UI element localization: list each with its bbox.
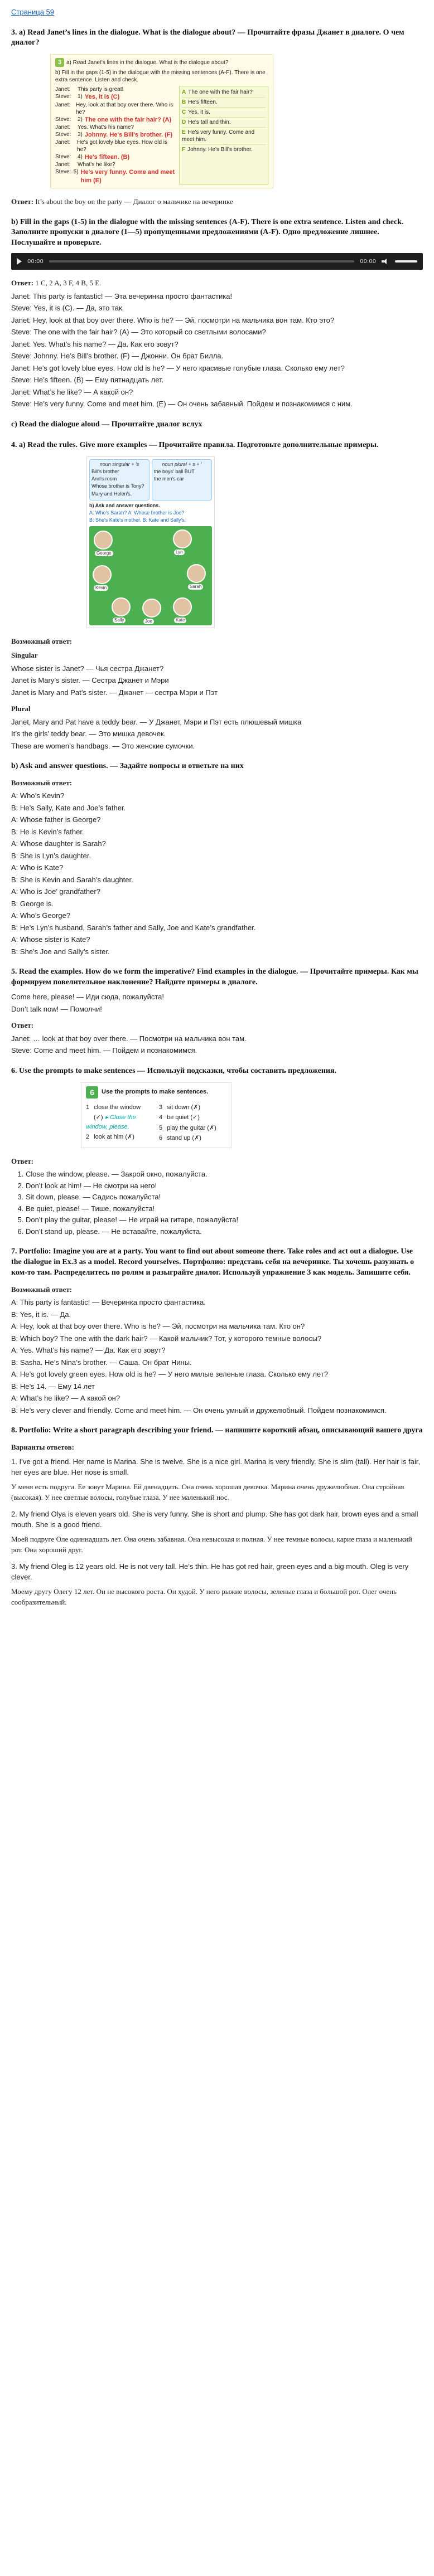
person-name-tag: George [95, 551, 113, 556]
section-3a-heading: 3. a) Read Janet’s lines in the dialogue. What is the dialogue about? — Прочитайте фразы Джанет в диалоге. О чем диалог? [11, 28, 404, 47]
section-4b-heading: b) Ask and answer questions. — Задайте вопросы и ответьте на них [11, 762, 244, 771]
rule-example: Mary and Helen's. [91, 490, 132, 497]
person-name-tag: Joe [143, 619, 154, 624]
prompt-item [86, 1103, 153, 1112]
answer-item: 2. Don’t look at him! — Не смотри на него! [26, 1180, 423, 1192]
person-photo [94, 531, 113, 550]
option-text: He's tall and thin. [188, 119, 231, 126]
prompt-text: close the window [94, 1104, 141, 1111]
dialogue-line: Steve: He’s very funny. Come and meet him. (E) — Он очень забавный. Пойдем и познакомимся с ним. [11, 400, 353, 409]
section-3c-heading: c) Read the dialogue aloud — Прочитайте диалог вслух [11, 420, 202, 429]
prompt-text: be quiet (✓) [167, 1114, 200, 1121]
dialogue-line: A: This party is fantastic! — Вечеринка просто фантастика. [11, 1298, 206, 1307]
qa-line: B: She is Kevin and Sarah’s daughter. [11, 875, 133, 884]
prompt-item [86, 1133, 153, 1142]
option-item [182, 108, 266, 118]
answer-label: Ответ: [11, 1156, 34, 1165]
answer-item: 6. Don’t stand up, please. — Не вставайте, пожалуйста. [26, 1226, 423, 1237]
dialog-text: 5) [73, 169, 79, 176]
example-line: Janet is Mary and Pat’s sister. — Джанет — сестра Мэри и Пэт [11, 688, 218, 697]
section-5-heading: 5. Read the examples. How do we form the imperative? Find examples in the dialogue. — Прочитайте примеры. Как мы формируем повелительное наклонение? Найдите примеры в диалоге. [11, 968, 418, 987]
speaker: Janet: [55, 124, 71, 130]
dialog-text: Yes. What's his name? [78, 124, 134, 130]
volume-slider[interactable] [395, 260, 417, 263]
section-8-heading: 8. Portfolio: Write a short paragraph describing your friend. — напишите короткий абзац, описывающий вашего друга [11, 1426, 423, 1435]
option-item [182, 128, 266, 145]
answer-item: 5. Don’t play the guitar, please! — Не играй на гитаре, пожалуйста! [26, 1214, 423, 1226]
option-text: He's fifteen. [188, 99, 218, 106]
prompt-text: play the guitar (✗) [167, 1124, 216, 1131]
answer-label: Ответ: [11, 1021, 34, 1030]
family-photo [89, 526, 212, 625]
example-line: Come here, please! — Иди сюда, пожалуйста! [11, 993, 165, 1002]
book-panel [50, 54, 273, 188]
speaker: Janet: [55, 86, 71, 93]
option-item [182, 118, 266, 128]
section-7-heading: 7. Portfolio: Imagine you are at a party. You want to find out about someone there. Take roles and act out a dialogue. Use the dialogue in Ex.3 as a model. Record yourselves. Портфолио: представь себя на вечеринке. Ты хочешь разузнать о ком-то там. Распределитесь по ролям и разыграйте диалог. Используй упражнение 3 как модель. Запишите себя. [11, 1247, 414, 1277]
filled-answer: He's very funny. Come and meet him (E) [80, 169, 175, 184]
rule-example: the boys' ball BUT [154, 468, 195, 474]
option-item [182, 98, 266, 108]
rule-example: the men's car [154, 476, 184, 482]
variant-en: 1. I’ve got a friend. Her name is Marina. She is twelve. She is a nice girl. Marina is very friendly. She is slim (tall). Her hair is fair, her eyes are blue. Her nose is small. [11, 1457, 421, 1477]
prompt-text: (✓) [94, 1114, 103, 1121]
person-name-tag: Sally [113, 618, 126, 623]
ask-example: B: She's Kate's mother. B: Kate and Sally's. [89, 517, 186, 523]
rule-example: Bill's brother [91, 468, 119, 474]
option-text: Johnny. He's Bill's brother. [187, 147, 253, 153]
person-name-tag: Lyn [174, 550, 185, 555]
prompt-hint: ▸ Close the window, please. [86, 1114, 136, 1130]
qa-line: A: Whose father is George? [11, 815, 101, 824]
example-line: Janet is Mary’s sister. — Сестра Джанет и Мэри [11, 676, 169, 685]
dialog-row [55, 161, 176, 168]
dialogue-line: Steve: Yes, it is (C). — Да, это так. [11, 304, 124, 313]
answer-text: It’s about the boy on the party — Диалог о мальчике на вечеринке [33, 197, 233, 206]
ask-title: b) Ask and answer questions. [89, 502, 160, 508]
answer-label: Возможный ответ: [11, 778, 73, 787]
prompt-item [159, 1113, 226, 1122]
dialogue-line: Steve: Johnny. He’s Bill’s brother. (F) — Джонни. Он брат Билла. [11, 352, 224, 361]
answer-line: Steve: Come and meet him. — Пойдем и познакомимся. [11, 1046, 197, 1055]
dialog-text: 1) [78, 94, 83, 100]
dialogue-line: B: He’s very clever and friendly. Come and meet him. — Он очень умный и дружелюбный. Пойдем познакомимся. [11, 1406, 387, 1415]
dialogue-line: Janet: Hey, look at that boy over there. Who is he? — Эй, посмотри на мальчика вон там. Кто это? [11, 315, 335, 324]
singular-label: Singular [11, 651, 38, 660]
filled-answer: Yes, it is (C) [84, 94, 120, 101]
page-link[interactable]: Страница 59 [11, 8, 54, 16]
prompt-item [159, 1103, 226, 1112]
person-photo [93, 565, 112, 584]
audio-time-end: 00:00 [360, 258, 376, 265]
prompt-number: 3 [159, 1104, 163, 1111]
dialog-text: What's he like? [78, 162, 115, 168]
option-letter: C [182, 109, 186, 116]
speaker: Janet: [55, 139, 71, 146]
answer-label: Возможный ответ: [11, 1285, 73, 1294]
ask-example: A: Who's Sarah? A: Whose brother is Joe? [89, 510, 185, 516]
dialogue-line: B: Which boy? The one with the dark hair? — Какой мальчик? Тот, у которого темные волосы? [11, 1334, 322, 1343]
speaker: Steve: [55, 131, 71, 138]
dialogue-line: A: He’s got lovely green eyes. How old is he? — У него милые зеленые глаза. Сколько ему лет? [11, 1370, 328, 1379]
dialogue-line: Janet: Yes. What’s his name? — Да. Как его зовут? [11, 339, 179, 348]
dialogue-line: B: Yes, it is. — Да. [11, 1310, 71, 1319]
prompt-number: 6 [159, 1135, 163, 1142]
option-item [182, 88, 266, 98]
grammar-figure [11, 456, 423, 628]
qa-line: B: He’s Sally, Kate and Joe’s father. [11, 803, 126, 812]
dialogue-line: B: He’s 14. — Ему 14 лет [11, 1382, 95, 1391]
prompt-number: 4 [159, 1114, 163, 1121]
speaker: Janet: [55, 101, 71, 108]
option-text: Yes, it is. [188, 109, 210, 116]
audio-time-start: 00:00 [27, 258, 44, 265]
dialogue-line: A: Hey, look at that boy over there. Who is he? — Эй, посмотри на мальчика там. Кто он? [11, 1322, 305, 1331]
section-6-heading: 6. Use the prompts to make sentences — Используй подсказки, чтобы составить предложения. [11, 1066, 337, 1075]
example-line: Whose sister is Janet? — Чья сестра Джанет? [11, 664, 164, 673]
dialogue-line: Janet: He’s got lovely blue eyes. How old is he? — У него красивые голубые глаза. Сколько ему лет? [11, 363, 345, 372]
prompt-number: 2 [86, 1134, 90, 1141]
speaker: Steve: [55, 154, 71, 161]
answer-label: Ответ: [11, 197, 34, 206]
example-line: Janet, Mary and Pat have a teddy bear. — У Джанет, Мэри и Пэт есть плюшевый мишка [11, 717, 302, 726]
example-line: Don’t talk now! — Помолчи! [11, 1004, 102, 1013]
option-text: The one with the fair hair? [188, 89, 253, 96]
plural-label: Plural [11, 704, 31, 713]
exercise-number-badge: 3 [55, 58, 64, 67]
dialog-row [55, 131, 176, 139]
qa-line: B: He’s Lyn’s husband, Sarah’s father and Sally, Joe and Kate’s grandfather. [11, 923, 256, 932]
person-photo [187, 564, 206, 583]
dialogue-line: Steve: He’s fifteen. (B) — Ему пятнадцать лет. [11, 376, 164, 385]
answer-label: Варианты ответов: [11, 1443, 74, 1452]
dialog-row [55, 116, 176, 124]
book-instruction-b: b) Fill in the gaps (1-5) in the dialogue with the missing sentences (A-F). There is one extra sentence. Listen and check. [55, 70, 266, 84]
dialogue-line: Janet: This party is fantastic! — Эта вечеринка просто фантастика! [11, 291, 233, 300]
option-letter: E [182, 129, 186, 136]
qa-line: A: Whose daughter is Sarah? [11, 839, 106, 848]
variant-ru: Моей подруге Оле одиннадцать лет. Она очень забавная. Она невысокая и полная. У нее темные волосы, карие глаза и маленький рот. Она хороший друг. [11, 1534, 412, 1554]
prompt-item [159, 1124, 226, 1133]
prompt-text: sit down (✗) [167, 1104, 201, 1111]
dialogue-line: B: Sasha. He’s Nina’s brother. — Саша. Он брат Нины. [11, 1358, 192, 1367]
dialog-row [55, 124, 176, 131]
prompt-text: look at him (✗) [94, 1134, 134, 1141]
plural-rule-head: noun plural + s + ' [162, 461, 202, 467]
answer-label: Возможный ответ: [11, 636, 73, 645]
variant-ru: Моему другу Олегу 12 лет. Он не высокого роста. Он худой. У него рыжие волосы, зеленые глаза и большой рот. Олег очень сообразительный. [11, 1587, 397, 1607]
qa-line: B: She is Lyn’s daughter. [11, 851, 91, 860]
speaker: Steve: [55, 169, 71, 176]
book-options [179, 86, 268, 184]
volume-icon[interactable] [382, 259, 389, 264]
prompt-number: 1 [86, 1104, 90, 1111]
option-text: He's very funny. Come and meet him. [182, 129, 255, 143]
person-photo [142, 599, 161, 618]
qa-line: A: Who is Kate? [11, 863, 64, 872]
person-photo [173, 597, 192, 616]
dialog-row [55, 139, 176, 153]
dialogue-line: Steve: The one with the fair hair? (A) — Это который со светлыми волосами? [11, 328, 266, 337]
rule-example: Whose brother is Tony? [91, 483, 144, 489]
dialogue-line: A: Yes. What’s his name? — Да. Как его зовут? [11, 1346, 166, 1355]
variant-en: 3. My friend Oleg is 12 years old. He is not very tall. He’s thin. He has got red hair, green eyes and a big mouth. Oleg is very clever. [11, 1562, 409, 1582]
prompts-title: Use the prompts to make sentences. [102, 1088, 209, 1096]
dialogue-line: Janet: What’s he like? — А какой он? [11, 387, 133, 396]
dialogue-line: A: What’s he like? — А какой он? [11, 1394, 120, 1403]
prompt-item [86, 1113, 153, 1131]
singular-rule-box [89, 459, 150, 500]
dialog-row [55, 93, 176, 101]
person-photo [173, 529, 192, 548]
example-line: These are women’s handbags. — Это женские сумочки. [11, 741, 195, 750]
prompt-number: 5 [159, 1124, 163, 1131]
exercise-number-badge: 6 [86, 1086, 98, 1099]
speaker: Janet: [55, 162, 71, 168]
dialog-row [55, 168, 176, 184]
prompt-item [159, 1134, 226, 1143]
section-3b-heading: b) Fill in the gaps (1-5) in the dialogue with the missing sentences (A-F). There is one extra sentence. Listen and check. Заполните пропуски в диалоге (1—5) пропущенными предложениями (A-F). Одно предложение лишнее. Послушайте и проверьте. [11, 217, 404, 247]
filled-answer: The one with the fair hair? (A) [84, 116, 172, 123]
answer-item: 1. Close the window, please. — Закрой окно, пожалуйста. [26, 1169, 423, 1180]
option-letter: A [182, 89, 186, 96]
answer-line: Janet: … look at that boy over there. — Посмотри на мальчика вон там. [11, 1034, 247, 1043]
qa-line: B: She’s Joe and Sally’s sister. [11, 947, 110, 956]
qa-line: A: Who’s George? [11, 911, 70, 920]
speaker: Steve: [55, 116, 71, 123]
option-letter: F [182, 147, 186, 153]
answer-text: 1 C, 2 A, 3 F, 4 B, 5 E. [33, 279, 102, 288]
singular-rule-head: noun singular + 's [99, 461, 139, 467]
audio-player [11, 253, 423, 270]
answers-list [11, 1169, 423, 1237]
person-name-tag: Sarah [188, 584, 203, 590]
dialog-row [55, 101, 176, 116]
answer-item: 4. Be quiet, please! — Тише, пожалуйста! [26, 1203, 423, 1214]
dialog-row [55, 86, 176, 93]
audio-progress-track[interactable] [49, 260, 354, 263]
dialog-row [55, 153, 176, 161]
qa-line: B: He is Kevin’s father. [11, 827, 84, 836]
dialog-text: Hey, look at that boy over there. Who is he? [75, 101, 173, 115]
variant-en: 2. My friend Olya is eleven years old. She is very funny. She is short and plump. She has got dark hair, brown eyes and a small mouth. She is a good friend. [11, 1509, 418, 1529]
book-instruction-a: a) Read Janet's lines in the dialogue. What is the dialogue about? [66, 60, 229, 66]
qa-line: A: Who is Joe’ grandfather? [11, 887, 100, 896]
qa-line: A: Who’s Kevin? [11, 791, 65, 800]
option-letter: B [182, 99, 186, 106]
example-line: It’s the girls’ teddy bear. — Это мишка девочек. [11, 730, 166, 738]
section-4a-heading: 4. a) Read the rules. Give more examples — Прочитайте правила. Подготовьте дополнительные примеры. [11, 440, 379, 449]
book-dialog [55, 86, 176, 184]
speaker: Steve: [55, 94, 71, 100]
dialog-text: 2) [78, 116, 83, 123]
variant-ru: У меня есть подруга. Ее зовут Марина. Ей двенадцать. Она очень хорошая девочка. Марина очень дружелюбная. Она стройная (высокая). У нее светлые волосы, голубые глаза. У нее маленький нос. [11, 1482, 404, 1502]
dialogue-translation [11, 291, 423, 410]
person-photo [112, 597, 131, 616]
play-icon[interactable] [17, 258, 22, 265]
person-name-tag: Kate [174, 618, 186, 623]
filled-answer: Johnny. He's Bill's brother. (F) [84, 131, 173, 138]
answer-item: 3. Sit down, please. — Садись пожалуйста! [26, 1192, 423, 1203]
prompts-figure [11, 1082, 423, 1148]
book-exercise-3-figure [11, 54, 423, 188]
plural-rule-box [152, 459, 212, 500]
prompt-text: stand up (✗) [167, 1135, 201, 1142]
answer-label: Ответ: [11, 279, 34, 288]
qa-line: A: Whose sister is Kate? [11, 935, 90, 944]
option-item [182, 145, 266, 154]
dialog-text: He's got lovely blue eyes. How old is he? [77, 139, 168, 153]
rule-example: Ann's room [91, 476, 117, 482]
dialog-text: 3) [78, 131, 83, 138]
option-letter: D [182, 119, 186, 126]
dialog-text: This party is great! [78, 86, 124, 93]
qa-line: B: George is. [11, 899, 54, 908]
filled-answer: He's fifteen. (B) [84, 154, 130, 161]
dialog-text: 4) [78, 154, 83, 161]
person-name-tag: Kevin [94, 585, 108, 591]
